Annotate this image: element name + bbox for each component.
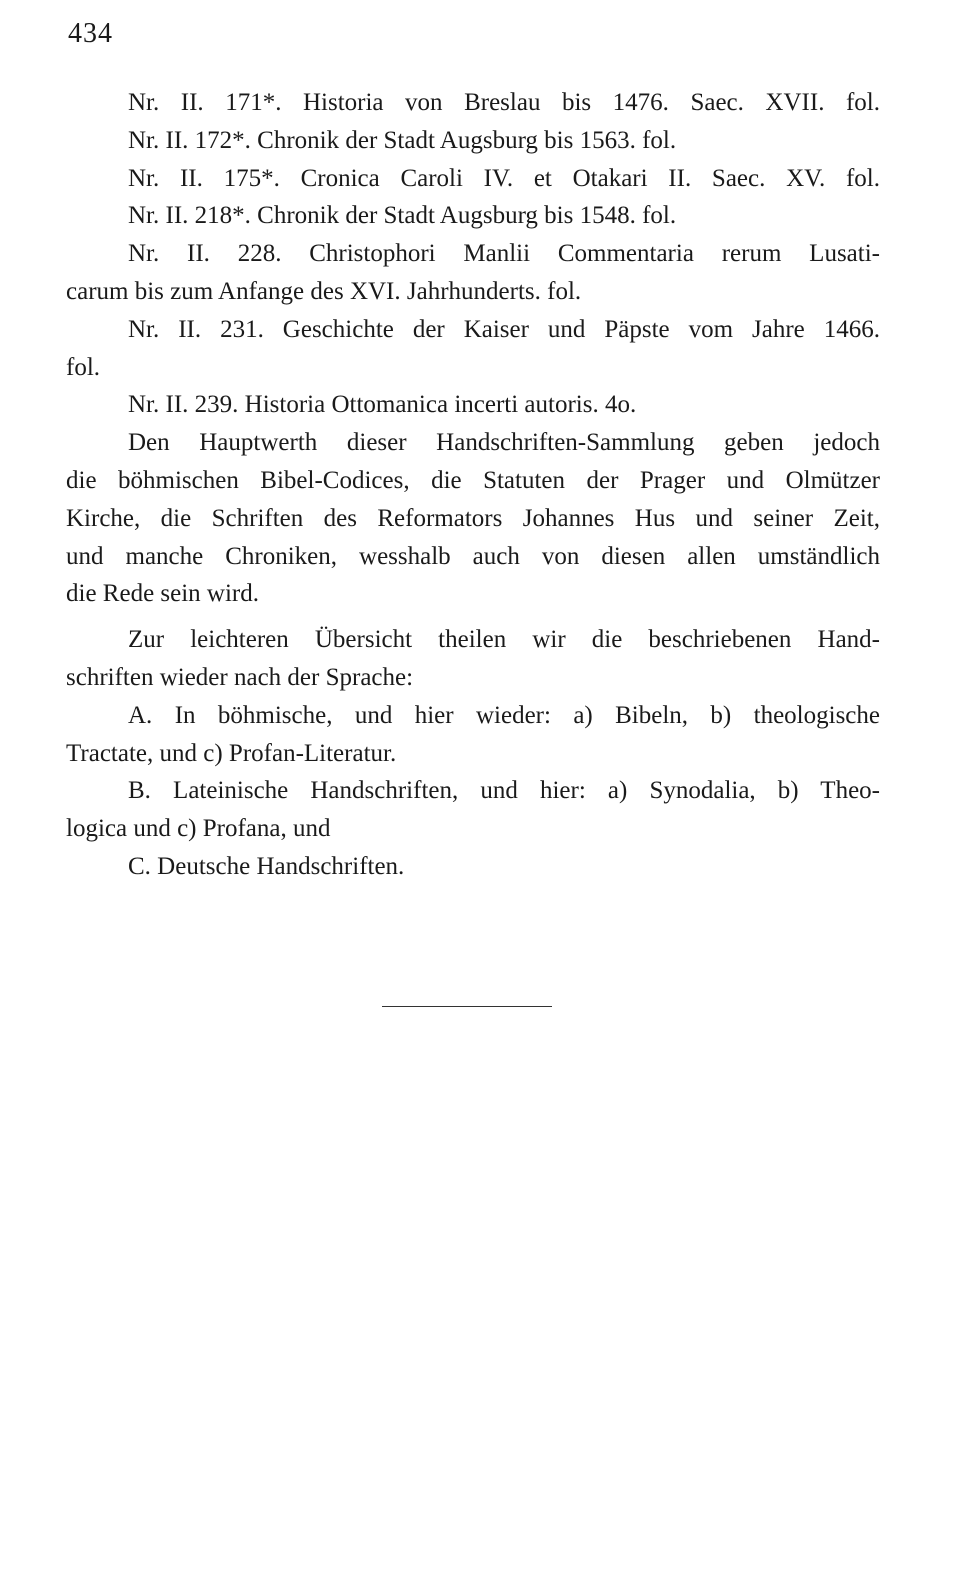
paragraph-line: Den Hauptwerth dieser Handschriften-Sammlung geben jedoch xyxy=(128,429,880,457)
entry-line: Nr. II. 175*. Cronica Caroli IV. et Otakari II. Saec. XV. fol. xyxy=(128,164,880,192)
page-number: 434 xyxy=(68,18,113,49)
paragraph-line: die Rede sein wird. xyxy=(66,580,260,608)
entry-line: Nr. II. 218*. Chronik der Stadt Augsburg bis 1548. fol. xyxy=(128,202,677,230)
end-rule xyxy=(382,1006,552,1007)
section-b-line: logica und c) Profana, und xyxy=(66,815,331,843)
entry-line: Nr. II. 239. Historia Ottomanica incerti autoris. 4o. xyxy=(128,391,637,419)
entry-line: Nr. II. 231. Geschichte der Kaiser und Päpste vom Jahre 1466. xyxy=(128,315,880,343)
entry-line: Nr. II. 171*. Historia von Breslau bis 1476. Saec. XVII. fol. xyxy=(128,89,880,116)
paragraph-line: Zur leichteren Übersicht theilen wir die beschriebenen Hand- xyxy=(128,626,880,654)
paragraph-line: schriften wieder nach der Sprache: xyxy=(66,663,414,691)
paragraph-line: die böhmischen Bibel-Codices, die Statuten der Prager und Olmützer xyxy=(66,466,880,494)
paragraph-spacer xyxy=(66,613,880,621)
entry-line: fol. xyxy=(66,353,101,381)
entry-line: Nr. II. 228. Christophori Manlii Commentaria rerum Lusati- xyxy=(128,240,880,268)
section-b-line: B. Lateinische Handschriften, und hier: a) Synodalia, b) Theo- xyxy=(128,777,880,805)
paragraph-line: und manche Chroniken, wesshalb auch von diesen allen umständlich xyxy=(66,542,880,570)
page-body xyxy=(66,84,880,886)
section-a-line: A. In böhmische, und hier wieder: a) Bibeln, b) theologische xyxy=(128,701,880,729)
entry-line: Nr. II. 172*. Chronik der Stadt Augsburg bis 1563. fol. xyxy=(128,126,677,154)
section-a-line: Tractate, und c) Profan-Literatur. xyxy=(66,739,397,767)
section-c-line: C. Deutsche Handschriften. xyxy=(128,852,405,880)
paragraph-line: Kirche, die Schriften des Reformators Johannes Hus und seiner Zeit, xyxy=(66,504,880,532)
entry-line: carum bis zum Anfange des XVI. Jahrhunderts. fol. xyxy=(66,277,582,305)
